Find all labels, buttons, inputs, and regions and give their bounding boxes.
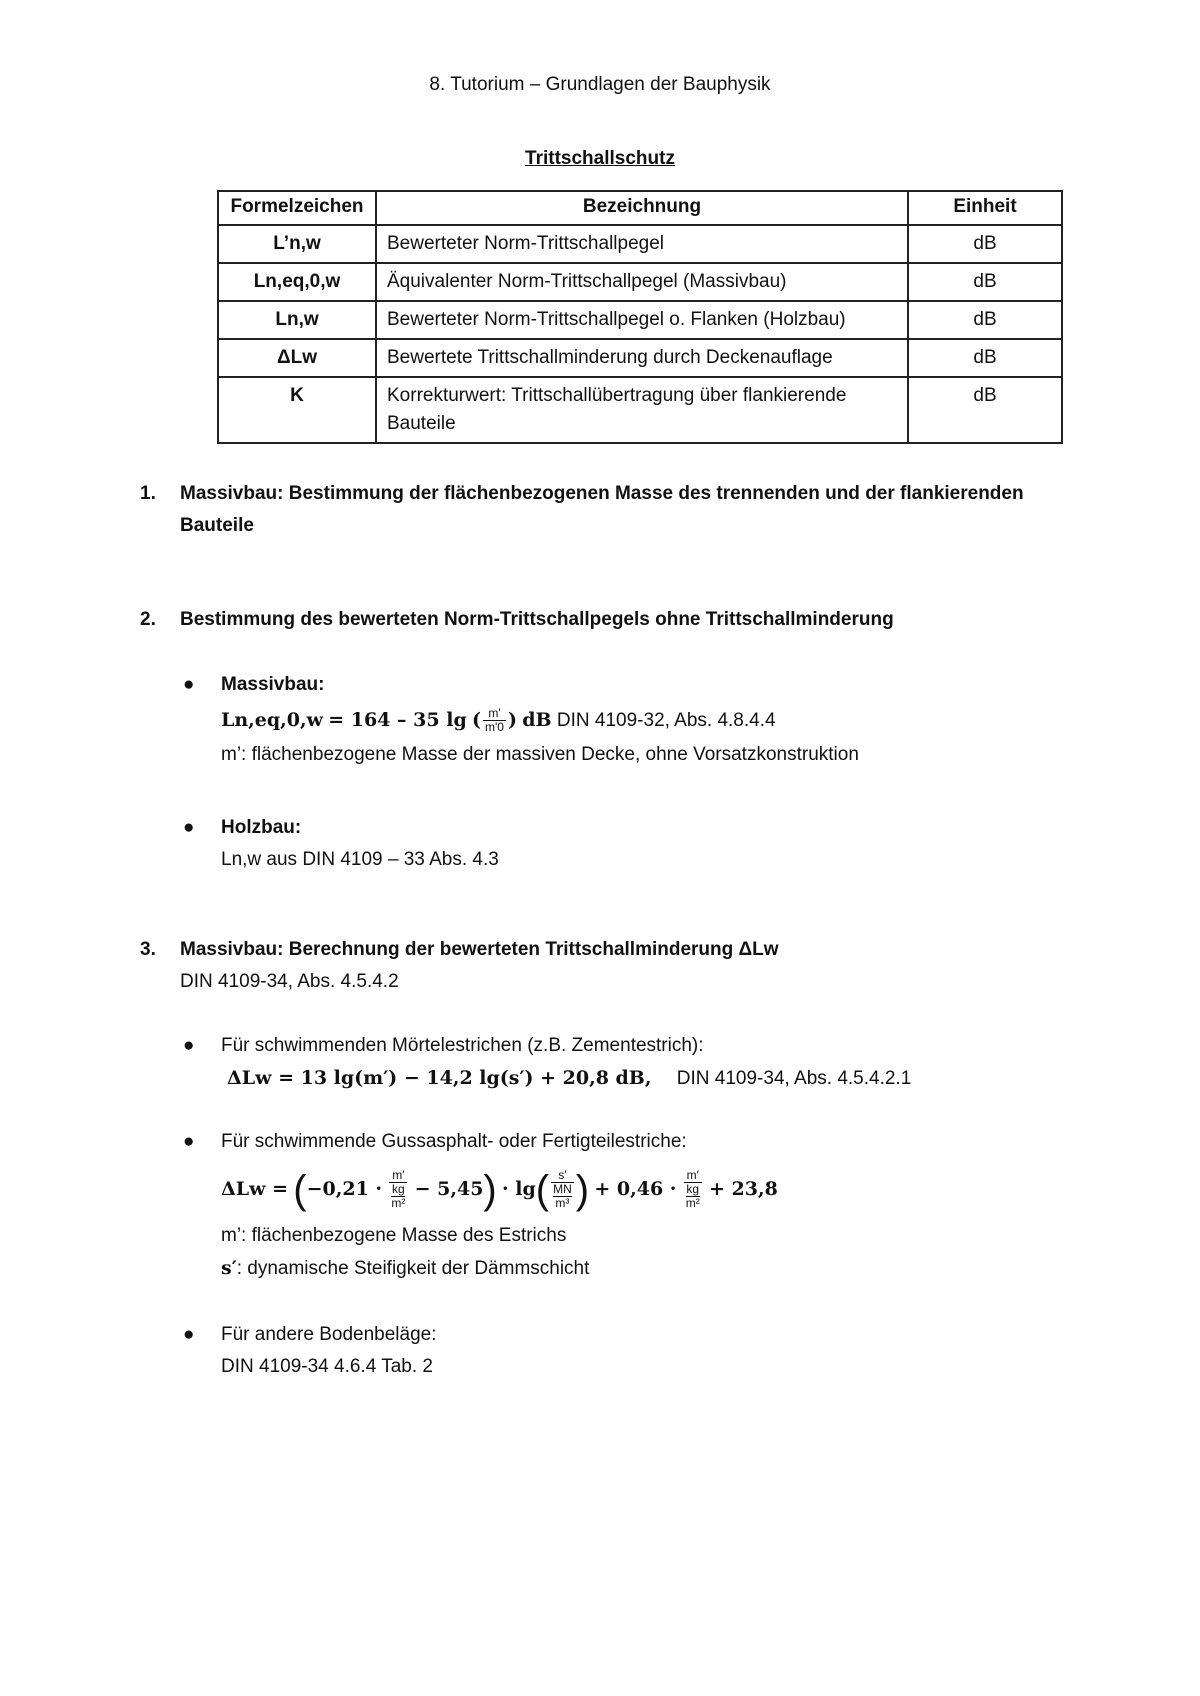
- formula-fraction-m2: [684, 1169, 702, 1210]
- table-header: Einheit: [908, 191, 1062, 225]
- fraction-denominator: [684, 1183, 702, 1210]
- document-title: 8. Tutorium – Grundlagen der Bauphysik: [429, 74, 771, 95]
- bullet-icon: ●: [183, 1324, 195, 1345]
- holzbau-text: Ln,w aus DIN 4109 – 33 Abs. 4.3: [221, 849, 499, 870]
- item-number: 1.: [140, 483, 156, 504]
- fraction-subnumerator: kg: [686, 1182, 700, 1197]
- massivbau-formula: Ln,eq,0,w = 164 – 35 lg ( $\frac{m'}{m'0}$ ) dB DIN 4109-32, Abs. 4.8.4.4: [221, 706, 776, 735]
- name-cell: Bewerteter Norm-Trittschallpegel: [376, 225, 908, 263]
- bullet-moertel: [183, 1030, 1063, 1095]
- formula-unit: dB: [522, 709, 552, 731]
- table-header: Formelzeichen: [218, 191, 376, 225]
- formula-fraction: [483, 707, 506, 734]
- name-cell: Bewerteter Norm-Trittschallpegel o. Flanken (Holzbau): [376, 301, 908, 339]
- item-heading: Bestimmung des bewerteten Norm-Trittschallpegels ohne Trittschallminderung: [180, 609, 894, 630]
- bullet-icon: ●: [183, 1131, 195, 1152]
- symbol-cell: Ln,eq,0,w: [218, 263, 376, 301]
- table-row: [218, 377, 1062, 443]
- fraction-denominator: [389, 1183, 407, 1210]
- fraction-numerator: m': [483, 707, 506, 721]
- item-number: 2.: [140, 609, 156, 630]
- bullet-holzbau: [183, 812, 1063, 876]
- table-header-row: [218, 191, 1062, 225]
- fraction-numerator: m′: [684, 1169, 702, 1183]
- item-reference: DIN 4109-34, Abs. 4.5.4.2: [180, 971, 399, 992]
- name-cell: Korrekturwert: Trittschallübertragung über flankierende Bauteile: [376, 377, 908, 443]
- formula-rhs: = 164 – 35 lg: [328, 709, 467, 731]
- note-text: : dynamische Steifigkeit der Dämmschicht: [236, 1258, 590, 1279]
- table-header: Bezeichnung: [376, 191, 908, 225]
- formula-reference: DIN 4109-32, Abs. 4.8.4.4: [556, 710, 776, 731]
- unit-cell: dB: [908, 301, 1062, 339]
- symbol-cell: ΔLw: [218, 339, 376, 377]
- fraction-denominator: m'0: [485, 720, 504, 735]
- symbol-cell: Ln,w: [218, 301, 376, 339]
- unit-cell: dB: [908, 377, 1062, 443]
- unit-cell: dB: [908, 339, 1062, 377]
- formula-fraction-s: [551, 1169, 574, 1210]
- bullet-label: Für schwimmenden Mörtelestrichen (z.B. Zementestrich):: [221, 1035, 704, 1056]
- table-row: [218, 339, 1062, 377]
- formula-coefficient: + 0,46 ·: [594, 1178, 677, 1200]
- bullet-label: Massivbau:: [221, 674, 325, 695]
- list-item: [140, 478, 1100, 542]
- bullet-label: Holzbau:: [221, 817, 302, 838]
- list-item: [140, 604, 1100, 636]
- guss-note-s: [221, 1252, 1063, 1285]
- symbol-cell: L’n,w: [218, 225, 376, 263]
- list-item: [140, 934, 1100, 998]
- bullet-icon: ●: [183, 1035, 195, 1056]
- table-row: [218, 301, 1062, 339]
- fraction-denominator: [551, 1183, 574, 1210]
- formula-lhs: Ln,eq,0,w: [221, 709, 323, 731]
- symbol-cell: K: [218, 377, 376, 443]
- bullet-icon: ●: [183, 817, 195, 838]
- moertel-formula: ΔLw = 13 lg(m′) − 14,2 lg(s′) + 20,8 dB,: [227, 1067, 652, 1089]
- item-number: 3.: [140, 939, 156, 960]
- bullet-massivbau: [183, 669, 1063, 771]
- andere-reference: DIN 4109-34 4.6.4 Tab. 2: [221, 1356, 433, 1377]
- name-cell: Äquivalenter Norm-Trittschallpegel (Massivbau): [376, 263, 908, 301]
- fraction-subnumerator: MN: [553, 1182, 572, 1197]
- fraction-numerator: s′: [551, 1169, 574, 1183]
- fraction-subdenominator: m²: [391, 1196, 406, 1211]
- massivbau-note: m’: flächenbezogene Masse der massiven Decke, ohne Vorsatzkonstruktion: [221, 744, 859, 765]
- bullet-icon: ●: [183, 674, 195, 695]
- guss-note-m: m’: flächenbezogene Masse des Estrichs: [221, 1225, 567, 1246]
- formula-coefficient: −0,21 ·: [306, 1178, 383, 1200]
- formula-lhs: ΔLw =: [221, 1178, 288, 1200]
- unit-cell: dB: [908, 225, 1062, 263]
- fraction-subdenominator: m³: [555, 1196, 570, 1211]
- bullet-label: Für andere Bodenbeläge:: [221, 1324, 437, 1345]
- formula-fraction-m: [389, 1169, 407, 1210]
- unit-cell: dB: [908, 263, 1062, 301]
- formula-constant: + 23,8: [708, 1178, 778, 1200]
- formula-log: · lg: [502, 1178, 536, 1200]
- fraction-subnumerator: kg: [391, 1182, 405, 1197]
- bullet-gussasphalt: [183, 1126, 1063, 1285]
- bullet-andere: [183, 1319, 1063, 1383]
- formula-constant: − 5,45: [414, 1178, 484, 1200]
- table-row: [218, 225, 1062, 263]
- guss-formula: ΔLw = (−0,21 · m′ kg m² − 5,45) · lg( s′ MN m³ ) + 0,46 · m′ kg m² + 23,8: [221, 1167, 778, 1212]
- section-title: Trittschallschutz: [525, 148, 675, 169]
- bullet-label: Für schwimmende Gussasphalt- oder Fertigteilestriche:: [221, 1131, 687, 1152]
- name-cell: Bewertete Trittschallminderung durch Deckenauflage: [376, 339, 908, 377]
- formula-reference: DIN 4109-34, Abs. 4.5.4.2.1: [676, 1068, 912, 1089]
- item-heading: Massivbau: Bestimmung der flächenbezogenen Masse des trennenden und der flankierenden Bauteile: [180, 483, 1024, 536]
- fraction-numerator: m′: [389, 1169, 407, 1183]
- item-heading: Massivbau: Berechnung der bewerteten Trittschallminderung ΔLw: [180, 939, 779, 960]
- symbol-table: [217, 190, 1063, 444]
- note-symbol: s′: [221, 1257, 237, 1279]
- fraction-subdenominator: m²: [685, 1196, 700, 1211]
- table-row: [218, 263, 1062, 301]
